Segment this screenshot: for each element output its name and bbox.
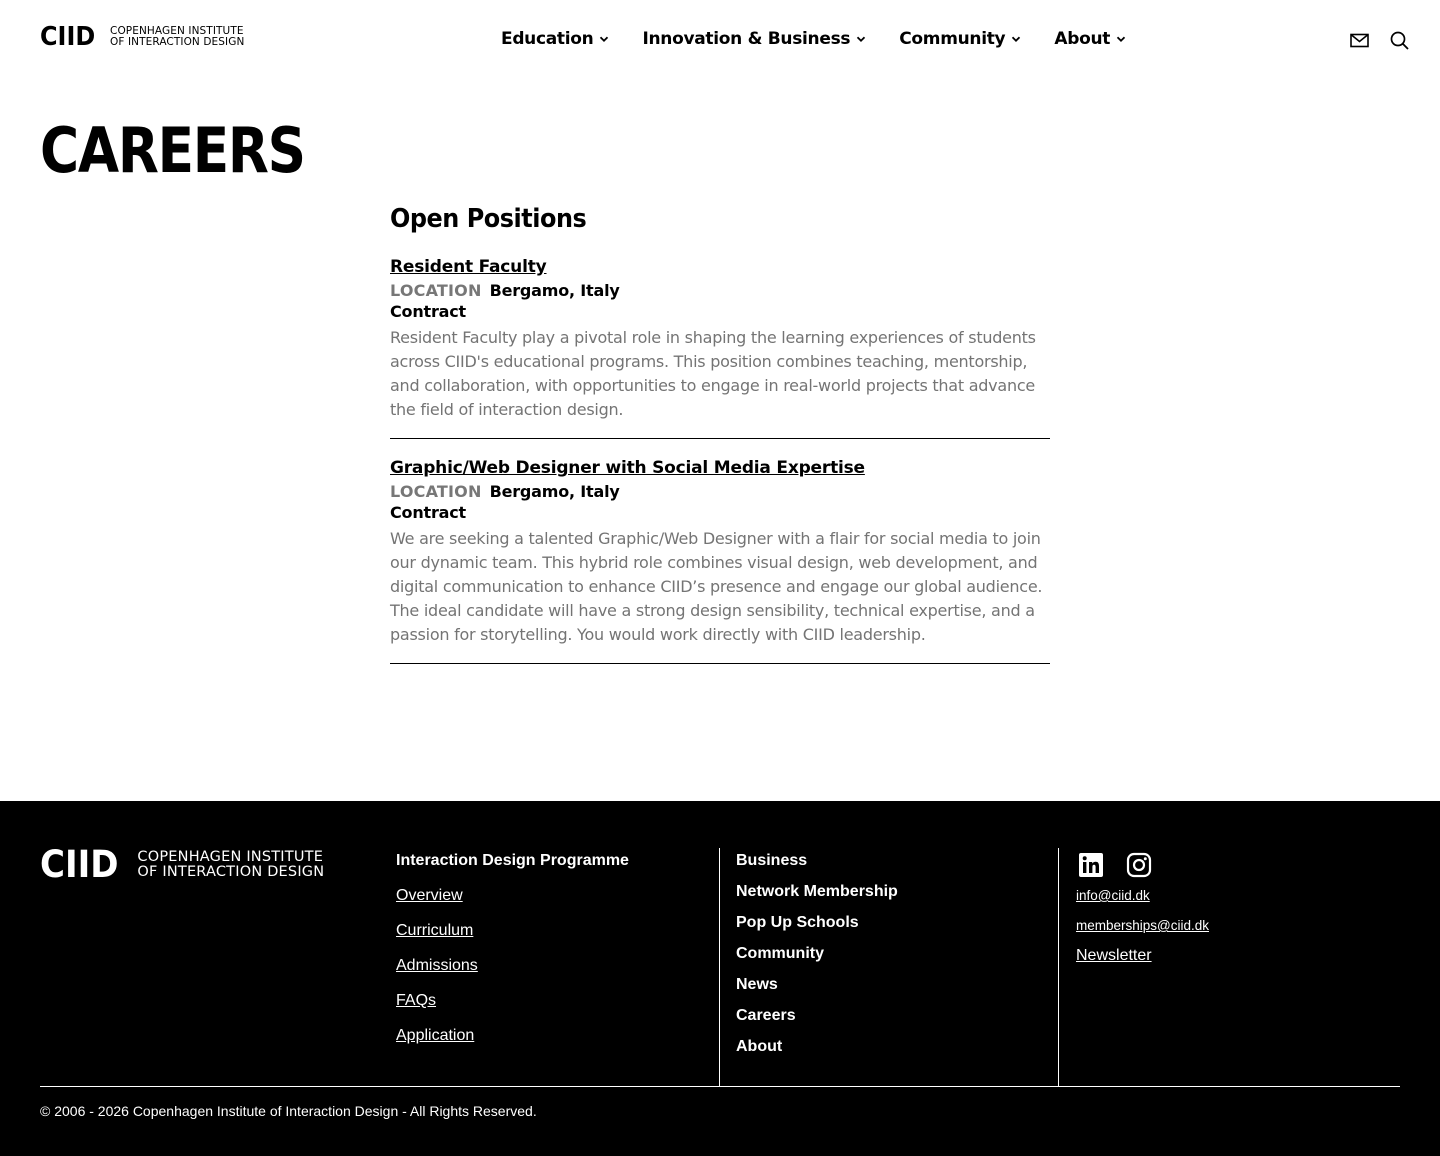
footer-site-links-column [719, 848, 1059, 1086]
job-location [390, 281, 1050, 301]
copyright-text: © 2006 - 2026 Copenhagen Institute of Interaction Design - All Rights Reserved. [40, 1103, 537, 1119]
nav-community[interactable] [899, 29, 1021, 49]
main-nav [501, 29, 1159, 49]
footer-link-pop-up-schools[interactable]: Pop Up Schools [736, 914, 859, 931]
footer-link-about[interactable]: About [736, 1038, 783, 1055]
footer-logo-line-1: COPENHAGEN INSTITUTE [137, 849, 324, 865]
nav-innovation-business-label: Innovation & Business [642, 29, 851, 49]
job-location [390, 482, 1050, 502]
instagram-icon[interactable] [1126, 852, 1152, 878]
footer-link-overview[interactable]: Overview [396, 887, 463, 904]
linkedin-icon[interactable] [1078, 852, 1104, 878]
footer-link-network-membership[interactable]: Network Membership [736, 883, 898, 900]
chevron-down-icon [1011, 34, 1021, 44]
footer-link-curriculum[interactable]: Curriculum [396, 922, 474, 939]
location-value: Bergamo, Italy [489, 482, 620, 501]
job-listing [390, 256, 1050, 439]
nav-innovation-business[interactable] [642, 29, 866, 49]
footer-link-newsletter[interactable]: Newsletter [1076, 947, 1152, 964]
footer-link-careers[interactable]: Careers [736, 1007, 796, 1024]
footer-logo-mark: CIID [40, 843, 119, 886]
job-description: Resident Faculty play a pivotal role in shaping the learning experiences of students across CIID's educational programs. This position combines teaching, mentorship, and collaboration, with opportunities to engage in real-world projects that advance the field of interaction design. [390, 328, 1036, 419]
careers-content [390, 203, 1050, 664]
location-value: Bergamo, Italy [489, 281, 620, 300]
location-label: LOCATION [390, 281, 482, 300]
ciid-logo[interactable] [40, 22, 245, 52]
footer-link-faqs[interactable]: FAQs [396, 992, 437, 1009]
job-title-link[interactable]: Graphic/Web Designer with Social Media Expertise [390, 458, 865, 478]
footer-logo-line-2: OF INTERACTION DESIGN [137, 864, 325, 880]
site-header [0, 0, 1440, 82]
site-footer [0, 801, 1440, 1156]
logo-line-2: OF INTERACTION DESIGN [110, 36, 245, 48]
footer-logo[interactable] [40, 843, 325, 886]
location-label: LOCATION [390, 482, 482, 501]
nav-education-label: Education [501, 29, 594, 49]
job-listing [390, 457, 1050, 664]
nav-community-label: Community [899, 29, 1006, 49]
job-type: Contract [390, 503, 466, 522]
mail-icon[interactable] [1349, 30, 1370, 51]
footer-divider [40, 1086, 1400, 1087]
logo-text [110, 26, 244, 48]
footer-email-info[interactable]: info@ciid.dk [1076, 888, 1150, 903]
footer-email-memberships[interactable]: memberships@ciid.dk [1076, 918, 1209, 933]
footer-link-business[interactable]: Business [736, 852, 808, 869]
chevron-down-icon [599, 34, 609, 44]
search-icon[interactable] [1389, 30, 1410, 51]
footer-programme-heading: Interaction Design Programme [396, 852, 629, 869]
footer-logo-text [137, 850, 324, 880]
footer-link-admissions[interactable]: Admissions [396, 957, 478, 974]
logo-line-1: COPENHAGEN INSTITUTE [110, 25, 244, 37]
nav-education[interactable] [501, 29, 609, 49]
chevron-down-icon [1116, 34, 1126, 44]
social-links [1078, 852, 1400, 878]
chevron-down-icon [856, 34, 866, 44]
logo-mark: CIID [40, 22, 96, 52]
section-title: Open Positions [390, 204, 587, 234]
footer-contact-column [1076, 848, 1400, 1086]
job-type: Contract [390, 302, 466, 321]
nav-about[interactable] [1054, 29, 1126, 49]
nav-about-label: About [1054, 29, 1111, 49]
footer-link-application[interactable]: Application [396, 1027, 475, 1044]
footer-link-news[interactable]: News [736, 976, 778, 993]
footer-education-column [396, 848, 719, 1086]
footer-link-community[interactable]: Community [736, 945, 824, 962]
job-title-link[interactable]: Resident Faculty [390, 257, 547, 277]
job-description: We are seeking a talented Graphic/Web Designer with a flair for social media to join our dynamic team. This hybrid role combines visual design, web development, and digital communication to enhance CIID’s presence and engage our global audience. The ideal candidate will have a strong design sensibility, technical expertise, and a passion for storytelling. You would work directly with CIID leadership. [390, 529, 1043, 644]
header-actions [1330, 30, 1410, 51]
page-title: CAREERS [40, 114, 305, 187]
